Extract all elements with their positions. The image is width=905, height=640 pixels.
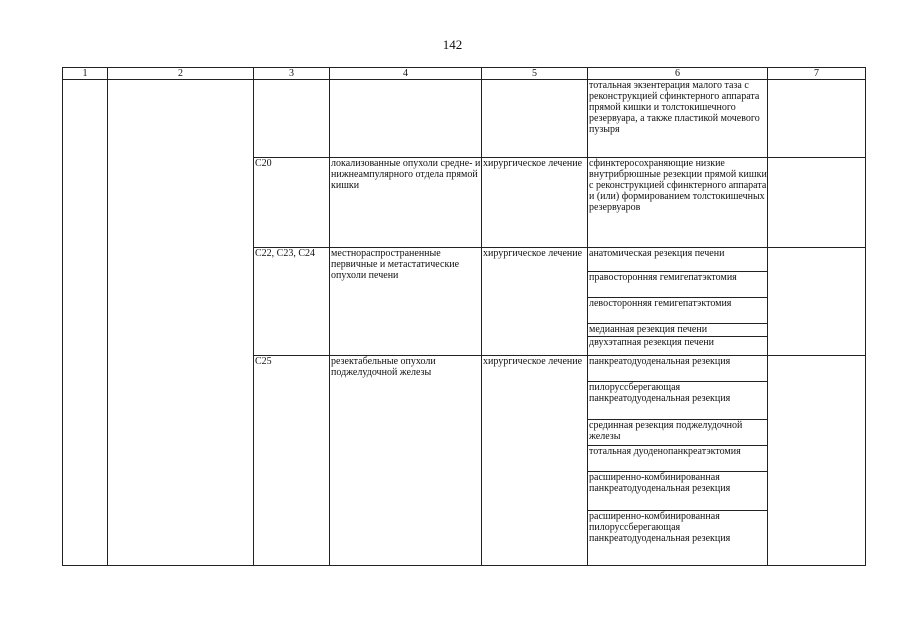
table-cell [768,248,866,356]
table-cell [768,80,866,158]
method-item: левосторонняя гемигепатэктомия [588,298,767,324]
method-item: двухэтапная резекция печени [589,337,714,348]
method-item: тотальная экзентерация малого таза с реконструкцией сфинктерного аппарата прямой кишки и толстокишечного резервуара, а также пластикой мочевого пузыря [589,80,760,135]
column-header: 4 [330,68,482,80]
procedures-table [62,67,866,566]
table-cell [63,248,108,356]
method-item: срединная резекция поджелудочной железы [588,420,767,446]
column-header: 7 [768,68,866,80]
method-item: панкреатодуоденальная резекция [588,356,767,382]
code-cell: C25 [254,356,330,566]
table-row [63,356,866,566]
method-item: правосторонняя гемигепатэктомия [588,272,767,298]
table-cell [108,248,254,356]
table-row [63,248,866,356]
treatment-cell: хирургическое лечение [482,356,588,566]
code-cell [254,80,330,158]
treatment-cell: хирургическое лечение [482,158,588,248]
column-header: 2 [108,68,254,80]
column-header: 6 [588,68,768,80]
table-cell [108,158,254,248]
methods-cell [588,158,768,248]
table-header-row [63,68,866,80]
method-item: пилоруссберегающая панкреатодуоденальная резекция [588,382,767,420]
table-cell [108,356,254,566]
method-item: расширенно-комбинированная пилоруссберегающая панкреатодуоденальная резекция [589,511,731,544]
method-item: медианная резекция печени [588,324,767,337]
diagnosis-cell: местнораспространенные первичные и метастатические опухоли печени [330,248,482,356]
code-cell: C20 [254,158,330,248]
table-cell [768,356,866,566]
methods-cell [588,356,768,566]
column-header: 3 [254,68,330,80]
method-item: расширенно-комбинированная панкреатодуоденальная резекция [588,472,767,511]
code-cell: C22, C23, C24 [254,248,330,356]
column-header: 5 [482,68,588,80]
table-row [63,158,866,248]
diagnosis-cell [330,80,482,158]
table-cell [63,158,108,248]
table-row [63,80,866,158]
table-cell [63,356,108,566]
method-item: анатомическая резекция печени [588,248,767,272]
table-cell [768,158,866,248]
column-header: 1 [63,68,108,80]
table-cell [108,80,254,158]
page-number: 142 [442,37,463,52]
diagnosis-cell: локализованные опухоли средне- и нижнеампулярного отдела прямой кишки [330,158,482,248]
treatment-cell [482,80,588,158]
method-item: сфинктеросохраняющие низкие внутрибрюшные резекции прямой кишки с реконструкцией сфинктерного аппарата и (или) формированием толстокишечных резервуаров [589,158,767,213]
diagnosis-cell: резектабельные опухоли поджелудочной железы [330,356,482,566]
methods-cell [588,248,768,356]
method-item: тотальная дуоденопанкреатэктомия [588,446,767,472]
methods-cell [588,80,768,158]
table-cell [63,80,108,158]
treatment-cell: хирургическое лечение [482,248,588,356]
